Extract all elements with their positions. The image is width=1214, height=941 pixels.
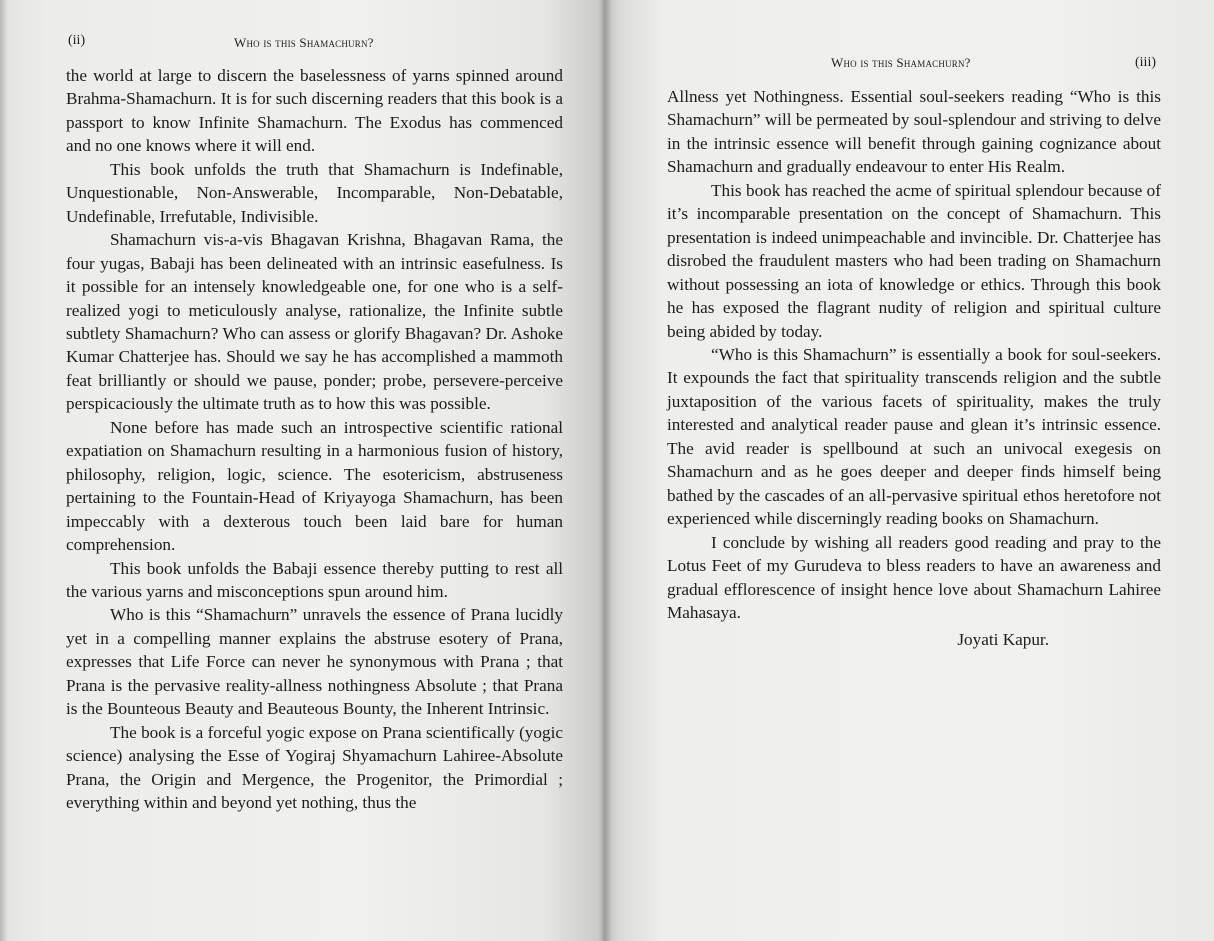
right-paragraph-4: I conclude by wishing all readers good reading and pray to the Lotus Feet of my Gurudeva to bless readers to have an awareness and gradual efflorescence of insight hence love about Shamachurn Lahiree Mahasaya. <box>667 532 1161 622</box>
book-gutter <box>598 0 612 941</box>
left-running-head-text: Who is this Shamachurn? <box>234 35 374 50</box>
left-page-number: (ii) <box>68 33 86 48</box>
right-paragraph-3: “Who is this Shamachurn” is essentially a book for soul-seekers. It expounds the fact that spirituality transcends religion and the subtle juxtaposition of the various facets of spirituality, makes the truly interested and analytical reader pause and glean it’s intrinsic essence. The avid reader is spellbound at such an univocal exegesis on Shamachurn and as he goes deeper and deeper finds himself being bathed by the cascades of an all-pervasive spiritual ethos heretofore not experienced while discerningly reading books on Shamachurn. <box>667 344 1161 529</box>
right-running-head-text: Who is this Shamachurn? <box>831 55 971 70</box>
left-running-head <box>234 35 374 51</box>
right-page <box>603 0 1214 941</box>
left-paragraph-5: This book unfolds the Babaji essence thereby putting to rest all the various yarns and misconceptions spun around him. <box>66 558 563 601</box>
right-paragraph-1: Allness yet Nothingness. Essential soul-seekers reading “Who is this Shamachurn” will be permeated by soul-splendour and striving to delve in the intrinsic essence will benefit through gaining cognizance about Shamachurn and gradually endeavour to enter His Realm. <box>667 87 1162 177</box>
left-paragraph-1: the world at large to discern the baselessness of yarns spinned around Brahma-Shamachurn. It is for such discerning readers that this book is a passport to know Infinite Shamachurn. The Exodus has commenced and no one knows where it will end. <box>66 66 563 156</box>
left-page <box>0 0 603 941</box>
signature: Joyati Kapur. <box>957 630 1049 650</box>
right-running-head <box>831 55 971 71</box>
right-paragraph-2: This book has reached the acme of spiritual splendour because of it’s incomparable presentation on the concept of Shamachurn. This presentation is indeed unimpeachable and invincible. Dr. Chatterjee has disrobed the fraudulent masters who had been trading on Shamachurn without possessing an iota of knowledge or ethics. Through this book he has exposed the flagrant nudity of religion and spiritual culture being abided by today. <box>667 180 1161 341</box>
left-paragraph-7: The book is a forceful yogic expose on Prana scientifically (yogic science) analysing the Esse of Yogiraj Shyamachurn Lahiree-Absolute Prana, the Origin and Mergence, the Progenitor, the Primordial ; everything within and beyond yet nothing, thus the <box>66 722 563 813</box>
page-edge-shadow <box>0 0 8 941</box>
left-body-text <box>66 64 563 815</box>
left-paragraph-2: This book unfolds the truth that Shamachurn is Indefinable, Unquestionable, Non-Answerable, Incomparable, Non-Debatable, Undefinable, Irrefutable, Indivisible. <box>66 159 563 226</box>
right-body-text <box>667 85 1161 652</box>
left-paragraph-4: None before has made such an introspective scientific rational expatiation on Shamachurn resulting in a harmonious fusion of history, philosophy, religion, logic, science. The esotericism, abstruseness pertaining to the Fountain-Head of Kriyayoga Shamachurn, has been impeccably with a dexterous touch been laid bare for human comprehension. <box>66 417 563 555</box>
left-paragraph-6: Who is this “Shamachurn” unravels the essence of Prana lucidly yet in a compelling manner explains the abstruse esotery of Prana, expresses that Life Force can never he synonymous with Prana ; that Prana is the pervasive reality-allness nothingness Absolute ; that Prana is the Bounteous Beauty and Beauteous Bounty, the Inherent Intrinsic. <box>66 605 563 719</box>
left-paragraph-3: Shamachurn vis-a-vis Bhagavan Krishna, Bhagavan Rama, the four yugas, Babaji has been delineated with an intrinsic easefulness. Is it possible for an intensely knowledgeable one, for one who is a self-realized yogi to meticulously analyse, rationalize, the Infinite subtle subtlety Shamachurn? Who can assess or glorify Bhagavan? Dr. Ashoke Kumar Chatterjee has. Should we say he has accomplished a mammoth feat brilliantly or should we pause, ponder; probe, persevere-perceive perspicaciously the ultimate truth as to how this was possible. <box>66 230 563 414</box>
right-page-number: (iii) <box>1135 55 1156 70</box>
